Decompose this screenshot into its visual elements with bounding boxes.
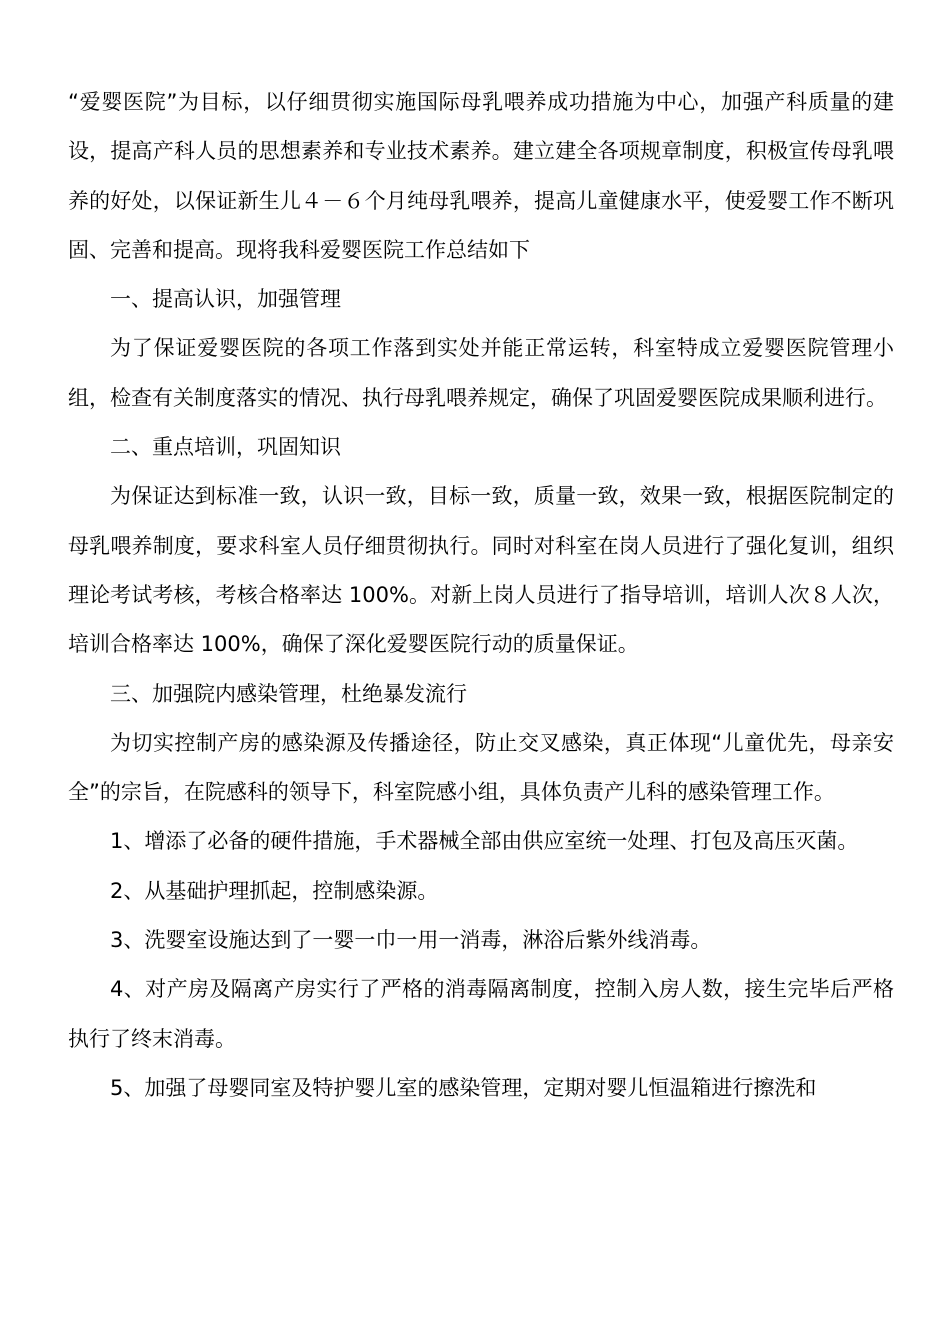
section-3-paragraph: 为切实控制产房的感染源及传播途径，防止交叉感染，真正体现“儿童优先，母亲安全”的宗旨，在院感科的领导下，科室院感小组，具体负责产儿科的感染管理工作。 — [68, 730, 894, 805]
list-item-3: 3、洗婴室设施达到了一婴一巾一用一消毒，淋浴后紫外线消毒。 — [110, 928, 712, 953]
section-heading-3: 三、加强院内感染管理，杜绝暴发流行 — [110, 681, 467, 706]
list-item-4: 4、对产房及隔离产房实行了严格的消毒隔离制度，控制入房人数，接生完毕后严格执行了终末消毒。 — [68, 977, 894, 1051]
section-1-paragraph: 为了保证爱婴医院的各项工作落到实处并能正常运转，科室特成立爱婴医院管理小组，检查有关制度落实的情况、执行母乳喂养规定，确保了巩固爱婴医院成果顺利进行。 — [68, 336, 894, 410]
list-item-5: 5、加强了母婴同室及特护婴儿室的感染管理，定期对婴儿恒温箱进行擦洗和 — [110, 1075, 817, 1100]
document-page — [68, 78, 894, 1113]
section-heading-1: 一、提高认识，加强管理 — [110, 287, 341, 312]
section-2-paragraph: 为保证达到标准一致，认识一致，目标一致，质量一致，效果一致，根据医院制定的母乳喂养制度，要求科室人员仔细贯彻执行。同时对科室在岗人员进行了强化复训，组织理论考试考核，考核合格率达 100%。对新上岗人员进行了指导培训，培训人次８人次，培训合格率达 100%，确保了深化爱婴医院行动的质量保证。 — [68, 484, 894, 657]
list-item-1: 1、增添了必备的硬件措施，手术器械全部由供应室统一处理、打包及高压灭菌。 — [110, 829, 859, 854]
intro-paragraph: “爱婴医院”为目标，以仔细贯彻实施国际母乳喂养成功措施为中心，加强产科质量的建设，提高产科人员的思想素养和专业技术素养。建立建全各项规章制度，积极宣传母乳喂养的好处，以保证新生儿４－６个月纯母乳喂养，提高儿童健康水平，使爱婴工作不断巩固、完善和提高。现将我科爱婴医院工作总结如下 — [68, 90, 894, 262]
section-heading-2: 二、重点培训，巩固知识 — [110, 435, 341, 460]
list-item-2: 2、从基础护理抓起，控制感染源。 — [110, 878, 439, 903]
